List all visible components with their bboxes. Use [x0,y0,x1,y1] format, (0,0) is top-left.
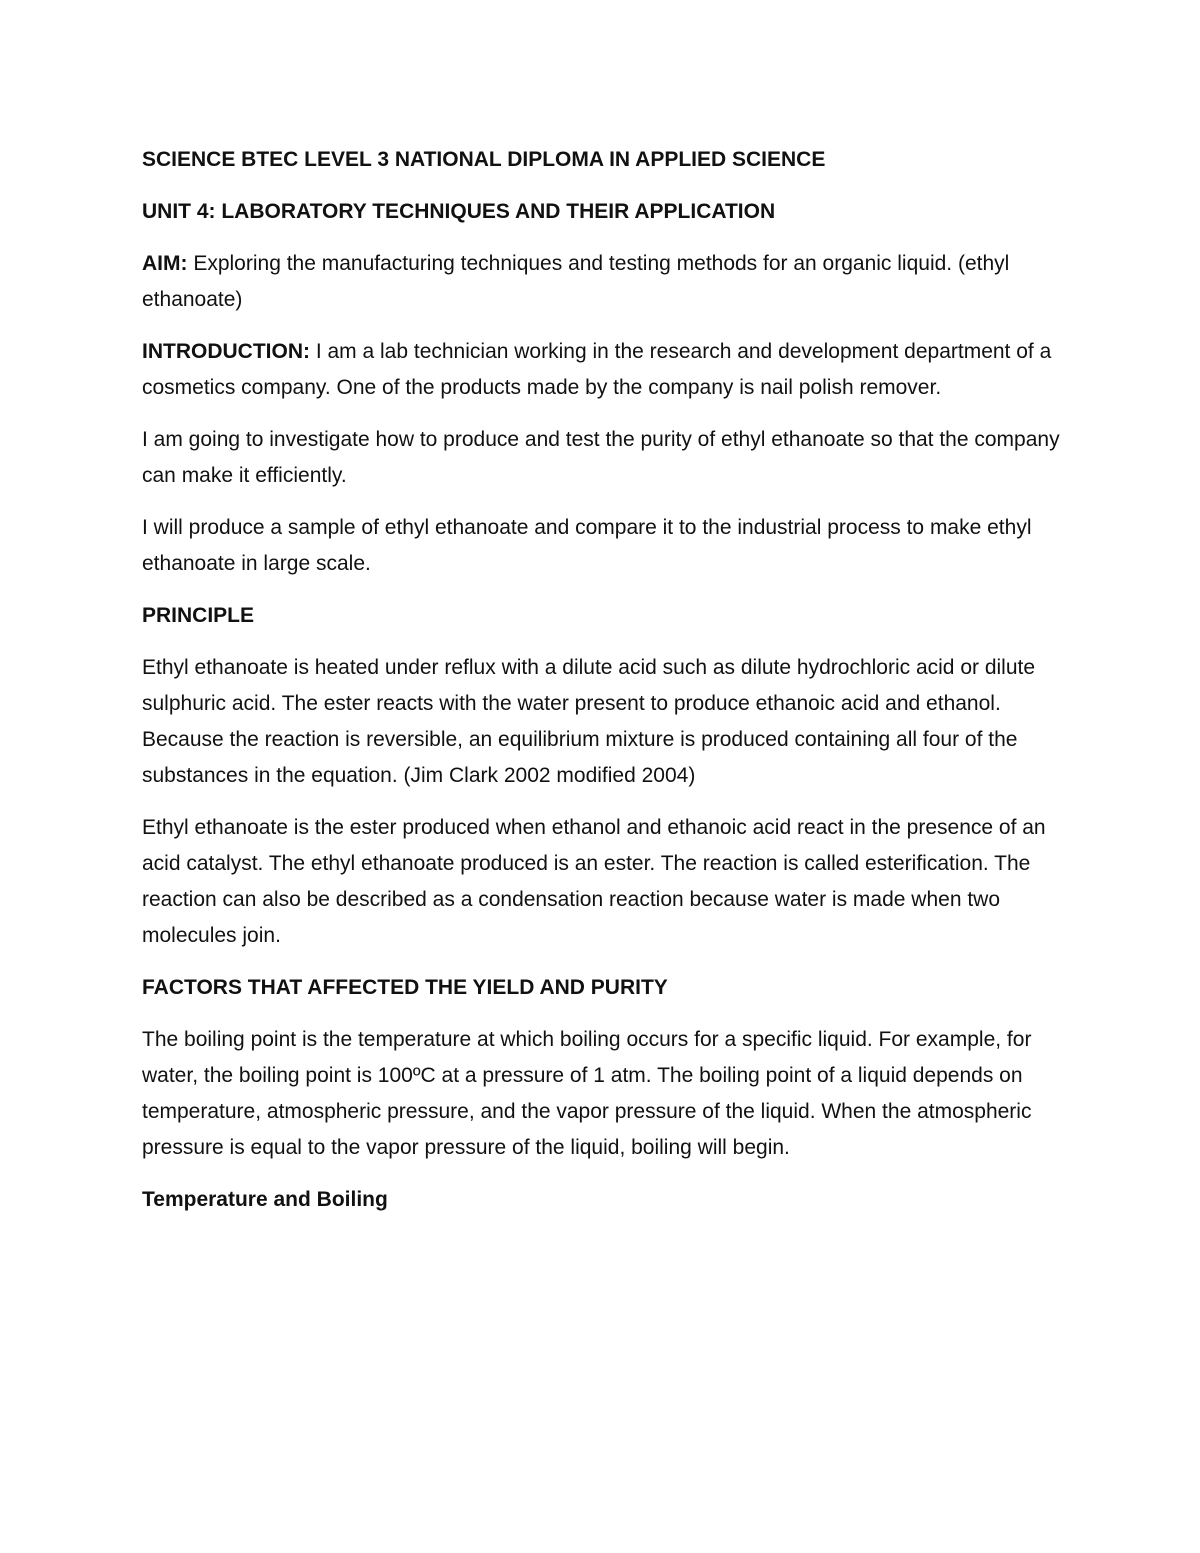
aim-text: Exploring the manufacturing techniques and testing methods for an organic liquid. (ethyl ethanoate) [142,252,1010,311]
introduction-text: I am a lab technician working in the research and development department of a cosmetics company. One of the products made by the company is nail polish remover. [142,340,1052,399]
document-body [142,142,1062,1234]
principle-heading: PRINCIPLE [142,604,255,627]
principle-paragraph-1: Ethyl ethanoate is heated under reflux with a dilute acid such as dilute hydrochloric acid or dilute sulphuric acid. The ester reacts with the water present to produce ethanoic acid and ethanol. Because the reaction is reversible, an equilibrium mixture is produced containing all four of the substances in the equation. (Jim Clark 2002 modified 2004) [142,656,1036,787]
aim-paragraph [142,246,1062,318]
intro-paragraph-3: I will produce a sample of ethyl ethanoate and compare it to the industrial process to make ethyl ethanoate in large scale. [142,516,1032,575]
factors-heading: FACTORS THAT AFFECTED THE YIELD AND PURITY [142,976,668,999]
introduction-paragraph [142,334,1062,406]
principle-paragraph-2: Ethyl ethanoate is the ester produced when ethanol and ethanoic acid react in the presence of an acid catalyst. The ethyl ethanoate produced is an ester. The reaction is called esterification. The reaction can also be described as a condensation reaction because water is made when two molecules join. [142,816,1046,947]
aim-label: AIM: [142,252,188,275]
factors-paragraph-1: The boiling point is the temperature at which boiling occurs for a specific liquid. For example, for water, the boiling point is 100ºC at a pressure of 1 atm. The boiling point of a liquid depends on temperature, atmospheric pressure, and the vapor pressure of the liquid. When the atmospheric pressure is equal to the vapor pressure of the liquid, boiling will begin. [142,1028,1032,1159]
intro-paragraph-2: I am going to investigate how to produce and test the purity of ethyl ethanoate so that the company can make it efficiently. [142,428,1060,487]
temperature-heading: Temperature and Boiling [142,1188,388,1211]
introduction-label: INTRODUCTION: [142,340,310,363]
title-line-2: UNIT 4: LABORATORY TECHNIQUES AND THEIR APPLICATION [142,200,776,223]
title-line-1: SCIENCE BTEC LEVEL 3 NATIONAL DIPLOMA IN APPLIED SCIENCE [142,148,826,171]
